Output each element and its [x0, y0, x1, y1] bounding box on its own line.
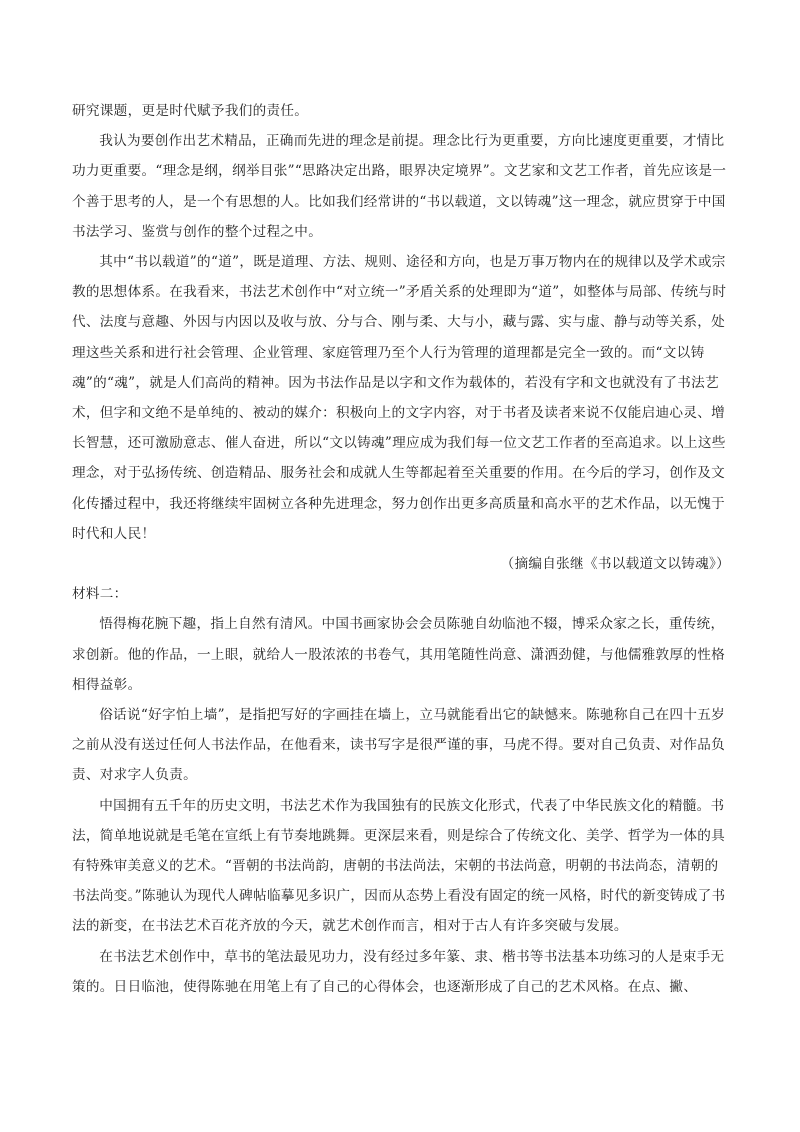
paragraph-continued: 研究课题，更是时代赋予我们的责任。: [72, 103, 309, 119]
source-citation: （摘编自张继《书以载道文以铸魂》）: [500, 556, 730, 573]
material-two-label: 材料二：: [72, 586, 128, 603]
document-page: [72, 96, 730, 1002]
paragraph-chen-chi-intro: 悟得梅花腕下趣，指上自然有清风。中国书画家协会会员陈驰自幼临池不辍，博采众家之长，重传统，求创新。他的作品，一上眼，就给人一股浓浓的书卷气，其用笔随性尚意、潇洒劲健，与他儒雅敦厚的性格相得益彰。: [72, 616, 726, 693]
paragraph-proverb: 俗话说“好字怕上墙”，是指把写好的字画挂在墙上，立马就能看出它的缺憾来。陈驰称自己在四十五岁之前从没有送过任何人书法作品，在他看来，读书写字是很严谨的事，马虎不得。要对自己负责、对作品负责、对求字人负责。: [72, 707, 726, 784]
paragraph-dao: 其中“书以载道”的“道”，既是道理、方法、规则、途径和方向，也是万事万物内在的规律以及学术或宗教的思想体系。在我看来，书法艺术创作中“对立统一”矛盾关系的处理即为“道”，如整体与局部、传统与时代、法度与意趣、外因与内因以及收与放、分与合、刚与柔、大与小，藏与露、实与虚、静与动等关系，处理这些关系和进行社会管理、企业管理、家庭管理乃至个人行为管理的道理都是完全一致的。而“文以铸魂”的“魂”，就是人们高尚的精神。因为书法作品是以字和文作为载体的，若没有字和文也就没有了书法艺术，但字和文绝不是单纯的、被动的媒介：积极向上的文字内容，对于书者及读者来说不仅能启迪心灵、增长智慧，还可激励意志、催人奋进，所以“文以铸魂”理应成为我们每一位文艺工作者的至高追求。以上这些理念，对于弘扬传统、创造精品、服务社会和成就人生等都起着至关重要的作用。在今后的学习，创作及文化传播过程中，我还将继续牢固树立各种先进理念，努力创作出更多高质量和高水平的艺术作品，以无愧于时代和人民！: [72, 254, 727, 542]
paragraph-concept: 我认为要创作出艺术精品，正确而先进的理念是前提。理念比行为更重要，方向比速度更重要，才情比功力更重要。“理念是纲，纲举目张”“思路决定出路，眼界决定境界”。文艺家和文艺工作者，首先应该是一个善于思考的人，是一个有思想的人。比如我们经常讲的“书以载道，文以铸魂”这一理念，就应贯穿于中国书法学习、鉴赏与创作的整个过程之中。: [72, 133, 727, 240]
paragraph-history: 中国拥有五千年的历史文明，书法艺术作为我国独有的民族文化形式，代表了中华民族文化的精髓。书法，简单地说就是毛笔在宣纸上有节奏地跳舞。更深层来看，则是综合了传统文化、美学、哲学为一体的具有特殊审美意义的艺术。“晋朝的书法尚韵，唐朝的书法尚法，宋朝的书法尚意，明朝的书法尚态，清朝的书法尚变。”陈驰认为现代人碑帖临摹见多识广，因而从态势上看没有固定的统一风格，时代的新变铸成了书法的新变，在书法艺术百花齐放的今天，就艺术创作而言，相对于古人有许多突破与发展。: [72, 797, 726, 935]
paragraph-cursive: 在书法艺术创作中，草书的笔法最见功力，没有经过多年篆、隶、楷书等书法基本功练习的人是束手无策的。日日临池，使得陈驰在用笔上有了自己的心得体会，也逐渐形成了自己的艺术风格。在点、撇、: [72, 948, 725, 995]
